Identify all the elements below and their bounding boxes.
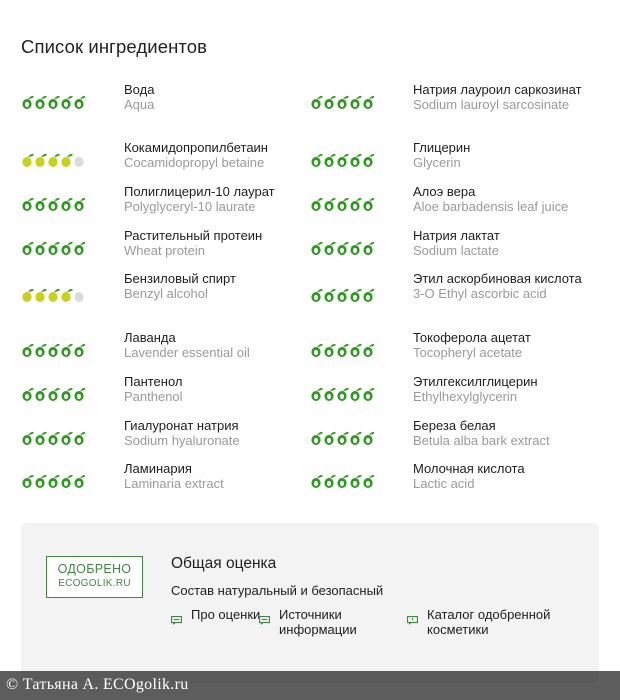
badge-line2: ECOGOLIK.RU: [58, 578, 131, 589]
rating-olive: [35, 157, 44, 167]
ingredient-text: [124, 228, 314, 258]
olive-rating: [310, 196, 374, 212]
ingredient-name-latin: 3-O Ethyl ascorbic acid: [413, 286, 547, 301]
ingredient-name-ru: Молочная кислота: [413, 461, 525, 476]
olive-rating: [310, 94, 374, 110]
olive-rating: [310, 473, 374, 489]
olive-rating: [310, 152, 374, 168]
olive-rating: [310, 430, 374, 446]
rating-olive: [74, 157, 83, 167]
ingredient-name-latin: Lactic acid: [413, 476, 475, 491]
olive-rating: [21, 94, 85, 110]
ingredient-text: [124, 330, 314, 360]
ingredient-name-ru: Токоферола ацетат: [413, 330, 531, 345]
rating-olive: [74, 292, 83, 302]
ingredient-text: [413, 271, 603, 301]
alert-comment-icon: [407, 616, 418, 625]
ingredient-name-latin: Glycerin: [413, 155, 461, 170]
ingredient-name-ru: Алоэ вера: [413, 184, 476, 199]
overall-desc: Состав натуральный и безопасный: [171, 583, 384, 598]
ingredient-text: [124, 374, 314, 404]
ingredient-text: [124, 140, 314, 170]
ingredient-name-latin: Sodium lauroyl sarcosinate: [413, 97, 570, 112]
summary-panel: [21, 523, 599, 683]
ingredient-name-ru: Бензиловый спирт: [124, 271, 236, 286]
ingredient-name-ru: Лаванда: [124, 330, 176, 345]
rating-olive: [35, 292, 44, 302]
olive-rating: [310, 386, 374, 402]
olive-rating: [21, 473, 85, 489]
ingredient-text: [413, 82, 603, 112]
ingredient-name-latin: Betula alba bark extract: [413, 433, 550, 448]
ingredient-name-ru: Этилгексилглицерин: [413, 374, 538, 389]
ingredient-text: [124, 271, 314, 301]
ingredient-name-ru: Ламинария: [124, 461, 192, 476]
ingredient-name-ru: Полиглицерил-10 лаурат: [124, 184, 275, 199]
olive-rating: [21, 287, 85, 303]
ingredient-name-latin: Sodium lactate: [413, 243, 499, 258]
about-ratings-label: Про оценки: [191, 607, 261, 622]
ingredient-name-ru: Кокамидопропилбетаин: [124, 140, 268, 155]
ingredient-name-latin: Aqua: [124, 97, 155, 112]
ingredient-name-latin: Ethylhexylglycerin: [413, 389, 518, 404]
ingredient-name-latin: Sodium hyaluronate: [124, 433, 240, 448]
catalog-link[interactable]: [407, 607, 597, 637]
sources-link[interactable]: [259, 607, 389, 637]
ingredient-text: [124, 461, 314, 491]
ingredient-name-ru: Растительный протеин: [124, 228, 263, 243]
rating-olive: [61, 292, 70, 302]
page-title: Список ингредиентов: [21, 36, 208, 57]
ingredient-name-ru: Береза белая: [413, 418, 496, 433]
olive-rating: [21, 152, 85, 168]
ingredient-name-latin: Wheat protein: [124, 243, 205, 258]
watermark-text: © Татьяна А. ECOgolik.ru: [6, 676, 189, 693]
ingredient-name-latin: Benzyl alcohol: [124, 286, 208, 301]
ingredient-text: [413, 140, 603, 170]
ingredient-text: [413, 418, 603, 448]
ingredient-name-ru: Пантенол: [124, 374, 183, 389]
sources-label: Источники информации: [279, 607, 357, 637]
olive-rating: [310, 342, 374, 358]
olive-rating: [21, 240, 85, 256]
ingredient-name-ru: Глицерин: [413, 140, 471, 155]
olive-rating: [21, 386, 85, 402]
ingredient-name-latin: Lavender essential oil: [124, 345, 250, 360]
olive-rating: [310, 240, 374, 256]
ingredient-text: [413, 374, 603, 404]
olive-rating: [21, 342, 85, 358]
ingredient-text: [124, 184, 314, 214]
badge-line1: ОДОБРЕНО: [57, 562, 132, 576]
ingredient-name-latin: Tocopheryl acetate: [413, 345, 523, 360]
about-ratings-link[interactable]: [171, 607, 271, 622]
ingredient-text: [124, 82, 314, 112]
catalog-label: Каталог одобренной косметики: [427, 607, 551, 637]
rating-olive: [48, 157, 57, 167]
ingredient-text: [413, 461, 603, 491]
olive-rating: [310, 287, 374, 303]
overall-title: Общая оценка: [171, 555, 277, 572]
ingredient-text: [413, 228, 603, 258]
ingredient-name-ru: Этил аскорбиновая кислота: [413, 271, 582, 286]
rating-olive: [22, 157, 31, 167]
ingredient-name-ru: Натрия лауроил саркозинат: [413, 82, 582, 97]
ingredient-text: [413, 330, 603, 360]
watermark-bar: [0, 671, 620, 700]
approved-badge[interactable]: [46, 556, 143, 598]
comment-icon: [259, 616, 270, 625]
olive-rating: [21, 196, 85, 212]
ingredient-name-latin: Panthenol: [124, 389, 183, 404]
ingredient-name-latin: Polyglyceryl-10 laurate: [124, 199, 256, 214]
rating-olive: [22, 292, 31, 302]
rating-olive: [61, 157, 70, 167]
comment-icon: [171, 616, 182, 625]
ingredient-name-ru: Вода: [124, 82, 155, 97]
ingredient-name-latin: Cocamidopropyl betaine: [124, 155, 265, 170]
ingredient-name-latin: Laminaria extract: [124, 476, 224, 491]
rating-olive: [48, 292, 57, 302]
olive-rating: [21, 430, 85, 446]
ingredient-text: [124, 418, 314, 448]
ingredient-name-ru: Натрия лактат: [413, 228, 500, 243]
ingredient-name-ru: Гиалуронат натрия: [124, 418, 239, 433]
ingredient-text: [413, 184, 603, 214]
ingredient-name-latin: Aloe barbadensis leaf juice: [413, 199, 569, 214]
